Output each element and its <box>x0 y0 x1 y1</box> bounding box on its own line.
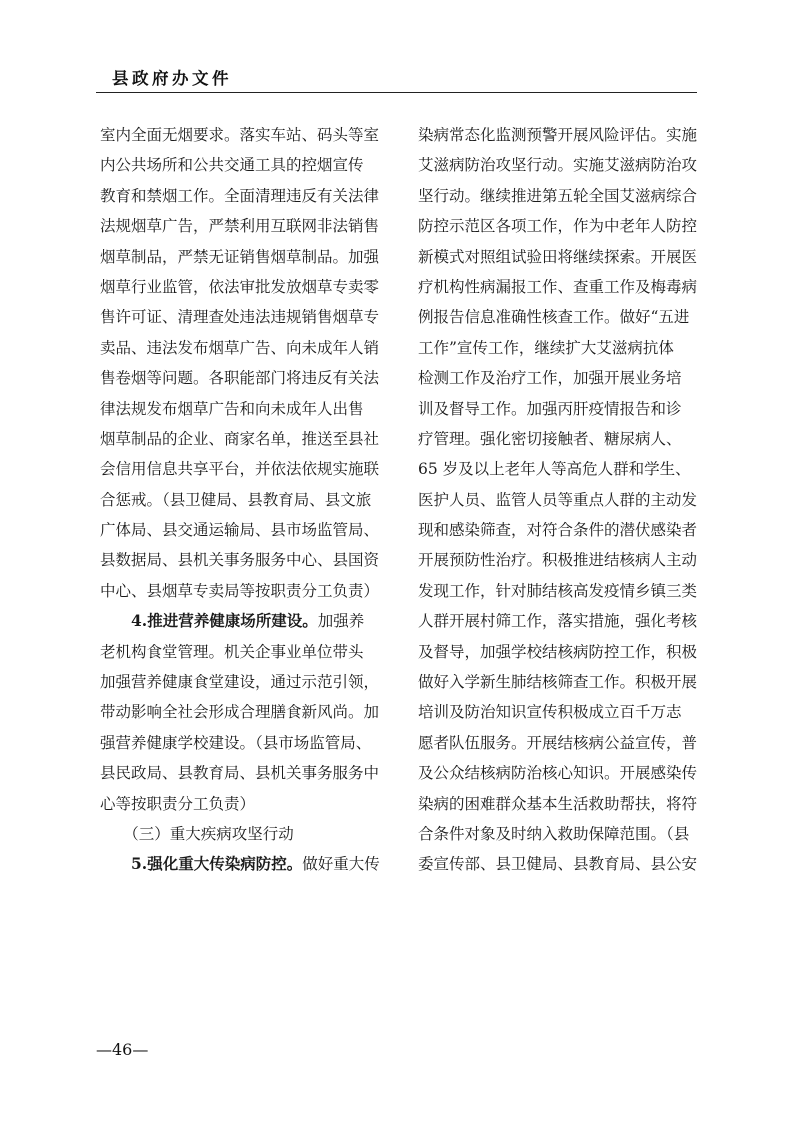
right-column <box>418 120 705 880</box>
text-line: 防控示范区各项工作，作为中老年人防控 <box>418 217 698 236</box>
text-line <box>100 211 387 241</box>
text-line <box>100 667 387 697</box>
text-segment: 县数据局、县机关事务服务中心、县国资 <box>100 551 380 570</box>
text-line: 例报告信息准确性核查工作。做好“五进 <box>418 308 690 327</box>
text-segment <box>100 612 131 630</box>
text-line <box>100 819 387 849</box>
text-line <box>100 272 387 302</box>
section-heading: 5.强化重大传染病防控。 <box>131 854 303 874</box>
text-line: 做好入学新生肺结核筛查工作。积极开展 <box>418 673 698 692</box>
text-line <box>100 181 387 211</box>
text-line: 检测工作及治疗工作，加强开展业务培 <box>418 369 682 388</box>
text-line: 染病的困难群众基本生活救助帮扶，将符 <box>418 794 698 813</box>
text-line: 及督导，加强学校结核病防控工作，积极 <box>418 642 698 661</box>
text-segment: 售卷烟等问题。各职能部门将违反有关法 <box>100 369 380 388</box>
text-line <box>100 576 387 606</box>
text-segment <box>100 855 131 873</box>
text-line: 及公众结核病防治核心知识。开展感染传 <box>418 764 698 783</box>
section-heading: 4.推进营养健康场所建设。 <box>131 611 318 631</box>
text-segment: 卖品、违法发布烟草广告、向未成年人销 <box>100 338 380 357</box>
text-segment: （三）重大疾病攻坚行动 <box>100 824 294 843</box>
text-segment: 加强养 <box>317 612 365 631</box>
text-line <box>100 454 387 484</box>
text-line: 艾滋病防治攻坚行动。实施艾滋病防治攻 <box>418 156 698 175</box>
text-line: 疗管理。强化密切接触者、糖尿病人、 <box>418 429 682 448</box>
text-line: 医护人员、监管人员等重点人群的主动发 <box>418 490 698 509</box>
text-segment: 强营养健康学校建设。（县市场监管局、 <box>100 733 372 752</box>
text-segment: 烟草制品的企业、商家名单，推送至县社 <box>100 429 380 448</box>
text-line: 合条件对象及时纳入救助保障范围。（县 <box>418 824 690 843</box>
text-line <box>100 789 387 819</box>
text-line <box>100 758 387 788</box>
text-line <box>100 545 387 575</box>
header-title: 县政府办文件 <box>112 69 232 88</box>
text-line <box>100 637 387 667</box>
text-segment: 中心、县烟草专卖局等按职责分工负责） <box>100 581 380 600</box>
text-segment: 律法规发布烟草广告和向未成年人出售 <box>100 399 364 418</box>
page-number: —46— <box>96 1040 149 1059</box>
text-line: 染病常态化监测预警开展风险评估。实施 <box>418 126 698 144</box>
text-segment: 烟草行业监管，依法审批发放烟草专卖零 <box>100 277 380 296</box>
left-column <box>100 120 387 880</box>
page-header <box>96 62 697 93</box>
text-line <box>100 302 387 332</box>
text-line <box>100 150 387 180</box>
text-line: 培训及防治知识宣传积极成立百千万志 <box>418 703 682 722</box>
text-line: 委宣传部、县卫健局、县教育局、县公安 <box>418 855 698 874</box>
text-line: 坚行动。继续推进第五轮全国艾滋病综合 <box>418 186 698 205</box>
text-line <box>100 242 387 272</box>
text-line <box>100 728 387 758</box>
text-segment: 加强营养健康食堂建设，通过示范引领， <box>100 673 380 692</box>
text-segment: 会信用信息共享平台，并依法依规实施联 <box>100 460 380 479</box>
text-segment: 带动影响全社会形成合理膳食新风尚。加 <box>100 703 380 722</box>
text-segment: 法规烟草广告，严禁利用互联网非法销售 <box>100 217 380 236</box>
text-line <box>100 606 387 636</box>
text-segment: 心等按职责分工负责） <box>100 794 256 813</box>
text-line <box>100 333 387 363</box>
text-line <box>100 515 387 545</box>
text-segment: 县民政局、县教育局、县机关事务服务中 <box>100 764 380 783</box>
text-segment: 内公共场所和公共交通工具的控烟宣传 <box>100 156 364 175</box>
text-line <box>100 697 387 727</box>
text-line <box>100 394 387 424</box>
text-line: 现和感染筛查，对符合条件的潜伏感染者 <box>418 521 698 540</box>
text-line: 人群开展村筛工作，落实措施，强化考核 <box>418 612 698 631</box>
text-line: 疗机构性病漏报工作、查重工作及梅毒病 <box>418 277 698 296</box>
text-line <box>100 424 387 454</box>
text-segment: 烟草制品，严禁无证销售烟草制品。加强 <box>100 247 380 266</box>
text-line: 开展预防性治疗。积极推进结核病人主动 <box>418 551 698 570</box>
text-segment: 合惩戒。（县卫健局、县教育局、县文旅 <box>100 490 372 509</box>
text-line: 训及督导工作。加强丙肝疫情报告和诊 <box>418 399 682 418</box>
text-segment: 教育和禁烟工作。全面清理违反有关法律 <box>100 186 380 205</box>
text-segment: 售许可证、清理查处违法违规销售烟草专 <box>100 308 380 327</box>
text-segment: 广体局、县交通运输局、县市场监管局、 <box>100 521 380 540</box>
text-line: 新模式对照组试验田将继续探索。开展医 <box>418 247 698 266</box>
text-line <box>100 120 387 150</box>
text-line <box>100 485 387 515</box>
text-segment: 老机构食堂管理。机关企事业单位带头 <box>100 642 364 661</box>
text-segment: 做好重大传 <box>302 855 380 874</box>
text-line: 发现工作，针对肺结核高发疫情乡镇三类 <box>418 581 698 600</box>
text-line: 愿者队伍服务。开展结核病公益宣传，普 <box>418 733 698 752</box>
text-line: 65 岁及以上老年人等高危人群和学生、 <box>418 460 691 479</box>
text-line <box>100 849 387 879</box>
text-segment: 室内全面无烟要求。落实车站、码头等室 <box>100 126 380 144</box>
text-line: 工作”宣传工作，继续扩大艾滋病抗体 <box>418 338 674 357</box>
text-line <box>100 363 387 393</box>
